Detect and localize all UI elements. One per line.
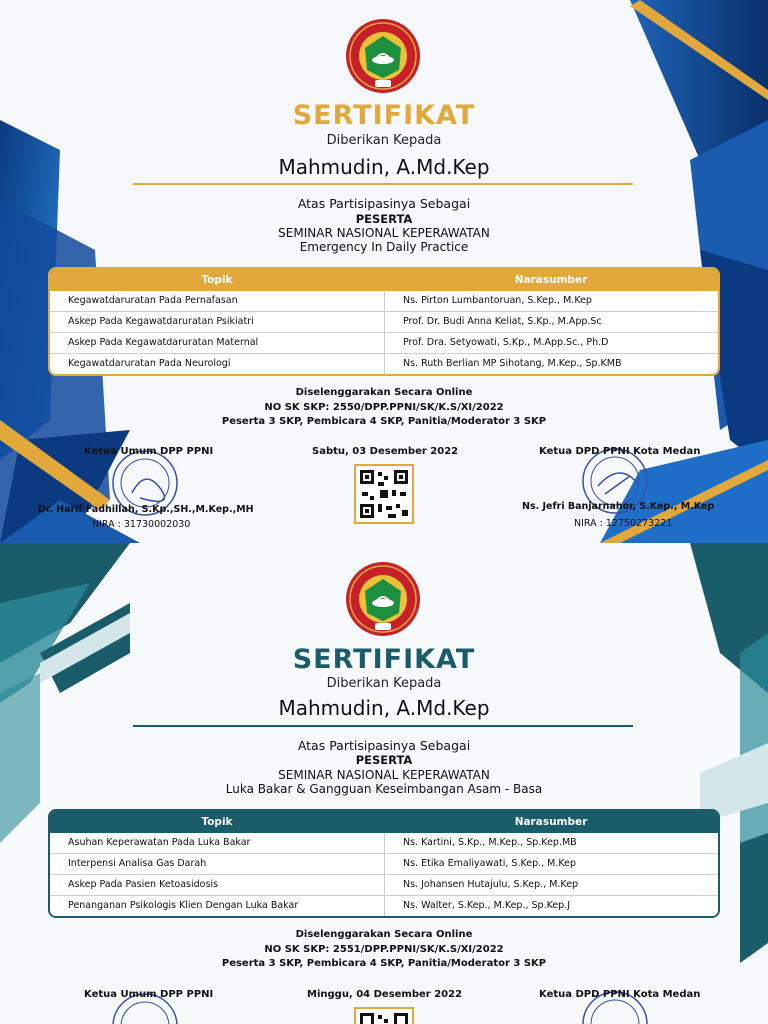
- table-row: [50, 311, 718, 332]
- left-signer-nira: NIRA : 31730002030: [92, 519, 191, 530]
- topic-table: [48, 809, 720, 918]
- speaker-cell: Ns. Kartini, S.Kp., M.Kep., Sp.Kep.MB: [384, 833, 718, 853]
- right-signer-nira: NIRA : 12750273221: [574, 518, 673, 529]
- participation-label: Atas Partisipasinya Sebagai: [297, 738, 471, 753]
- organizer-info: [0, 928, 768, 972]
- seminar-topic: Emergency In Daily Practice: [299, 240, 469, 254]
- ppni-logo: [345, 18, 421, 94]
- table-row: [50, 833, 718, 853]
- certificate-title: SERTIFIKAT: [292, 644, 476, 675]
- topic-cell: Interpensi Analisa Gas Darah: [68, 858, 207, 869]
- event-date: Sabtu, 03 Desember 2022: [312, 446, 459, 457]
- certificate-2: [0, 543, 768, 1024]
- speaker-cell: Prof. Dr. Budi Anna Keliat, S.Kp., M.App.Sc: [384, 312, 718, 332]
- header-topic: Topik: [201, 274, 233, 286]
- organized-label: Diselenggarakan Secara Online: [295, 387, 473, 398]
- divider-line: [133, 725, 633, 727]
- role-label: PESERTA: [355, 212, 413, 226]
- recipient-name: Mahmudin, A.Md.Kep: [278, 155, 490, 179]
- left-signer-name: Dr. Harif Fadhillah, S.Kp.,SH.,M.Kep.,MH: [38, 504, 254, 515]
- table-row: [50, 291, 718, 311]
- table-header: [50, 269, 718, 291]
- seminar-name: SEMINAR NASIONAL KEPERAWATAN: [278, 226, 490, 240]
- sk-number: NO SK SKP: 2550/DPP.PPNI/SK/K.S/XI/2022: [264, 401, 504, 413]
- table-row: [50, 853, 718, 874]
- topic-cell: Kegawatdaruratan Pada Neurologi: [68, 358, 231, 369]
- certificate-title: SERTIFIKAT: [292, 100, 476, 131]
- skp-credits: Peserta 3 SKP, Pembicara 4 SKP, Panitia/Moderator 3 SKP: [221, 416, 547, 427]
- sk-number: NO SK SKP: 2551/DPP.PPNI/SK/K.S/XI/2022: [264, 943, 504, 955]
- recipient-name: Mahmudin, A.Md.Kep: [278, 696, 490, 720]
- right-signer-name: Ns. Jefri Banjarnahor, S.Kep., M.Kep: [522, 501, 715, 512]
- role-label: PESERTA: [355, 753, 413, 767]
- right-signer-title: Ketua DPD PPNI Kota Medan: [539, 989, 701, 1000]
- seminar-topic: Luka Bakar & Gangguan Keseimbangan Asam - Basa: [225, 782, 543, 796]
- qr-code-icon: [354, 464, 414, 524]
- speaker-cell: Ns. Ruth Berlian MP Sihotang, M.Kep., Sp.KMB: [384, 354, 718, 374]
- left-signer-title: Ketua Umum DPP PPNI: [84, 446, 214, 457]
- topic-cell: Penanganan Psikologis Klien Dengan Luka Bakar: [68, 900, 299, 911]
- participation-label: Atas Partisipasinya Sebagai: [297, 196, 471, 211]
- speaker-cell: Ns. Etika Emaliyawati, S.Kep., M.Kep: [384, 854, 718, 874]
- header-speaker: Narasumber: [514, 816, 588, 828]
- left-signer-title: Ketua Umum DPP PPNI: [84, 989, 214, 1000]
- event-date: Minggu, 04 Desember 2022: [307, 989, 463, 1000]
- table-row: [50, 874, 718, 895]
- topic-cell: Kegawatdaruratan Pada Pernafasan: [68, 295, 238, 306]
- given-to-label: Diberikan Kepada: [326, 133, 442, 148]
- topic-cell: Askep Pada Kegawatdaruratan Maternal: [68, 337, 259, 348]
- header-topic: Topik: [201, 816, 233, 828]
- header-speaker: Narasumber: [514, 274, 588, 286]
- table-row: [50, 332, 718, 353]
- seminar-name: SEMINAR NASIONAL KEPERAWATAN: [278, 768, 490, 782]
- organized-label: Diselenggarakan Secara Online: [295, 929, 473, 940]
- ppni-logo: [345, 561, 421, 637]
- speaker-cell: Ns. Walter, S.Kep., M.Kep., Sp.Kep.J: [384, 896, 718, 916]
- topic-cell: Asuhan Keperawatan Pada Luka Bakar: [68, 837, 251, 848]
- given-to-label: Diberikan Kepada: [326, 676, 442, 691]
- topic-table: [48, 267, 720, 376]
- topic-cell: Askep Pada Kegawatdaruratan Psikiatri: [68, 316, 254, 327]
- table-row: [50, 353, 718, 374]
- divider-line: [133, 183, 633, 185]
- speaker-cell: Ns. Johansen Hutajulu, S.Kep., M.Kep: [384, 875, 718, 895]
- right-signer-title: Ketua DPD PPNI Kota Medan: [539, 446, 701, 457]
- qr-code-icon: [354, 1007, 414, 1024]
- speaker-cell: Prof. Dra. Setyowati, S.Kp., M.App.Sc., Ph.D: [384, 333, 718, 353]
- speaker-cell: Ns. Pirton Lumbantoruan, S.Kep., M.Kep: [384, 291, 718, 311]
- skp-credits: Peserta 3 SKP, Pembicara 4 SKP, Panitia/Moderator 3 SKP: [221, 958, 547, 969]
- table-row: [50, 895, 718, 916]
- table-header: [50, 811, 718, 833]
- organizer-info: [0, 386, 768, 430]
- topic-cell: Askep Pada Pasien Ketoasidosis: [68, 879, 219, 890]
